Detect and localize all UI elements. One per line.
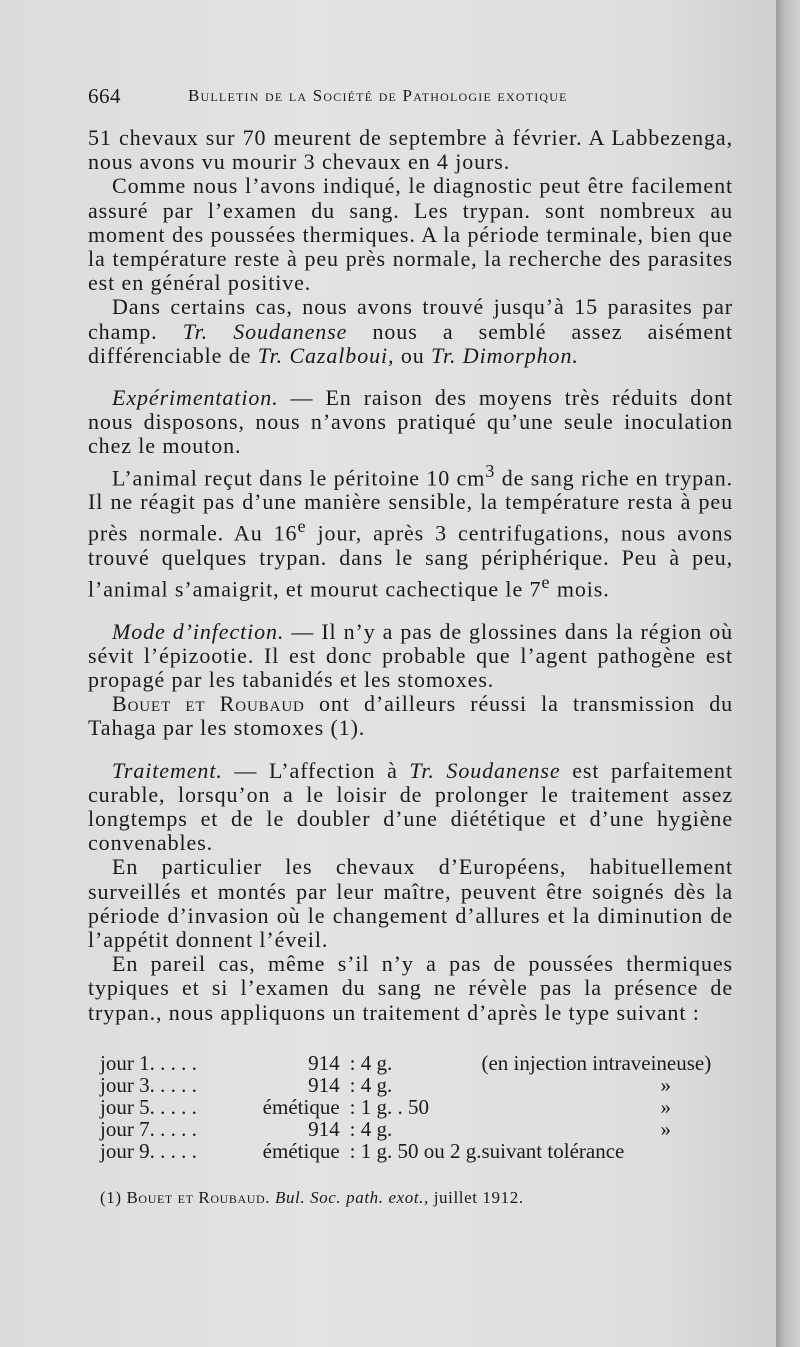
paragraph-transmission (88, 692, 733, 740)
paragraph-text: — Il n’y a pas de glossines dans la région où sévit l’épizootie. Il est donc probable que l’agent pathogène est propagé par les tabanidés et les stomoxes. (88, 618, 733, 693)
superscript: 3 (485, 460, 496, 481)
paragraph-text: L’animal reçut dans le péritoine 10 cm (112, 464, 486, 490)
day-cell: jour 5. . . . . (100, 1095, 197, 1119)
section-title: Expérimentation. (112, 385, 279, 411)
treatment-schedule-table (100, 1052, 730, 1162)
running-title: Bulletin de la Société de Pathologie exotique (188, 86, 568, 105)
drug-cell: émétique (262, 1139, 340, 1163)
page-header (88, 84, 738, 114)
paragraph-mode-infection (88, 620, 733, 693)
paragraph-3-text-a: Dans certains cas, nous avons trouvé jusqu’à 15 parasites par champ. (88, 294, 733, 344)
drug-cell: 914 (308, 1073, 340, 1097)
note-cell: » (660, 1095, 671, 1119)
footnote-marker: (1) (100, 1188, 122, 1207)
table-row (100, 1096, 730, 1118)
species-name: Tr. Soudanense (409, 757, 561, 783)
paragraph-text: de sang riche en trypan. Il ne réagit pas d’une manière sensible, la température resta à peu près normale. Au 16 (88, 464, 733, 546)
drug-cell: 914 (308, 1117, 340, 1141)
table-row (100, 1118, 730, 1140)
dose-cell: : 4 g. (349, 1073, 393, 1097)
note-cell: » (660, 1073, 671, 1097)
treatment-schedule-body (100, 1052, 730, 1162)
species-name: Tr. Dimorphon. (431, 342, 579, 368)
paragraph-traitement (88, 759, 733, 856)
note-cell: (en injection intraveineuse) (481, 1051, 712, 1075)
body-text (88, 126, 733, 1025)
section-title: Traitement. (112, 757, 223, 783)
dose-cell: : 1 g. . 50 (349, 1095, 429, 1119)
paragraph-text: mois. (556, 576, 610, 602)
footnote (100, 1188, 524, 1208)
paragraph-text: — En raison des moyens très réduits dont nous disposons, nous n’avons pratiqué qu’une seule inoculation chez le mouton. (88, 385, 733, 459)
superscript: e (297, 516, 307, 537)
drug-cell: 914 (308, 1051, 340, 1075)
note-cell: suivant tolérance (481, 1139, 625, 1163)
day-cell: jour 7. . . . . (100, 1117, 197, 1141)
paragraph-2: Comme nous l’avons indiqué, le diagnostic peut être facilement assuré par l’examen du sang. Les trypan. sont nombreux au moment des poussées thermiques. A la période terminale, bien que la température reste à peu près normale, la recherche des parasites est en général positive. (88, 173, 733, 296)
paragraph-3 (88, 295, 733, 368)
paragraph-1: 51 chevaux sur 70 meurent de septembre à février. A Labbezenga, nous avons vu mourir 3 chevaux en 4 jours. (88, 125, 733, 175)
table-row (100, 1140, 730, 1162)
species-name: Tr. Cazalboui, (257, 342, 395, 368)
paragraph-text: — L’affection à (234, 757, 398, 783)
paragraph-text: ont d’ailleurs réussi la transmission du Tahaga par les stomoxes (1). (88, 691, 734, 741)
species-name: Tr. Soudanense (182, 318, 348, 344)
table-row (100, 1074, 730, 1096)
paragraph-pareil-cas: En pareil cas, même s’il n’y a pas de poussées thermiques typiques et si l’examen du sang ne révèle pas la présence de trypan., nous appliquons un traitement d’après le type suivant : (88, 951, 733, 1025)
drug-cell: émétique (262, 1095, 340, 1119)
note-cell: » (660, 1117, 671, 1141)
dose-cell: : 4 g. (349, 1117, 393, 1141)
paragraph-3-text-c: ou (400, 342, 425, 368)
day-cell: jour 1. . . . . (100, 1051, 197, 1075)
dose-cell: : 1 g. 50 ou 2 g. (349, 1139, 482, 1163)
author-names: Bouet et Roubaud (112, 691, 305, 717)
page-number: 664 (88, 84, 121, 108)
paragraph-animal (88, 459, 733, 602)
dose-cell: : 4 g. (349, 1051, 393, 1075)
footnote-date: juillet 1912. (433, 1188, 524, 1207)
paragraph-experimentation (88, 386, 733, 459)
day-cell: jour 9. . . . . (100, 1139, 197, 1163)
page-edge-shadow (776, 0, 800, 1347)
paragraph-text: jour, après 3 centrifugations, nous avons trouvé quelques trypan. dans le sang périphérique. Peu à peu, l’animal s’amaigrit, et mourut cachectique le 7 (88, 520, 733, 602)
footnote-journal: Bul. Soc. path. exot., (274, 1188, 429, 1207)
paragraph-text: est parfaitement curable, lorsqu’on a le loisir de prolonger le traitement assez longtemps et de le doubler d’une diététique et d’une hygiène convenables. (88, 757, 733, 856)
paragraph-3-text-b: nous a semblé assez aisément différenciable de (88, 318, 734, 368)
section-title: Mode d’infection. (112, 618, 285, 644)
paragraph-chevaux: En particulier les chevaux d’Européens, habituellement surveillés et montés par leur maître, peuvent être soignés dès la période d’invasion où le changement d’allures et la diminution de l’appétit donnent l’éveil. (88, 854, 733, 953)
table-row (100, 1052, 730, 1074)
footnote-authors: Bouet et Roubaud. (126, 1188, 271, 1207)
day-cell: jour 3. . . . . (100, 1073, 197, 1097)
superscript: e (541, 572, 551, 593)
